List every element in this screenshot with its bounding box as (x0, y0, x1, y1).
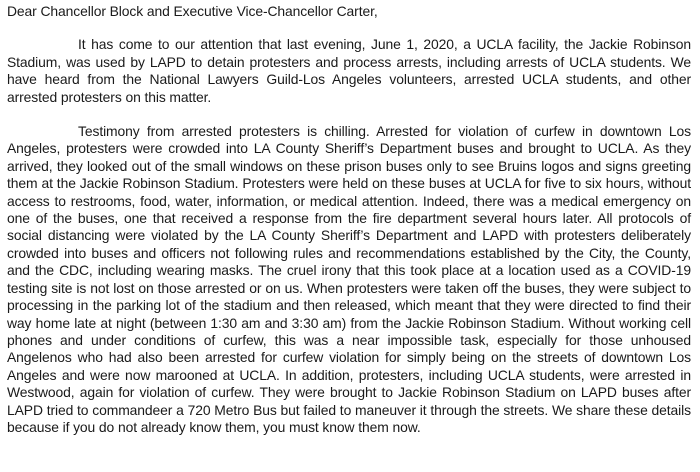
letter-salutation: Dear Chancellor Block and Executive Vice-Chancellor Carter, (7, 3, 378, 19)
letter-paragraph-arrests: It has come to our attention that last evening, June 1, 2020, a UCLA facility, the Jackie Robinson Stadium, was used by LAPD to detain protesters and process arrests, including arrests of UCLA students. We have heard from the National Lawyers Guild-Los Angeles volunteers, arrested UCLA students, and other arrested protesters on this matter. (7, 36, 691, 105)
letter-body (7, 3, 691, 436)
letter-paragraph-testimony: Testimony from arrested protesters is chilling. Arrested for violation of curfew in downtown Los Angeles, protesters were crowded into LA County Sheriff’s Department buses and brought to UCLA. As they arrived, they looked out of the small windows on these prison buses only to see Bruins logos and signs greeting them at the Jackie Robinson Stadium. Protesters were held on these buses at UCLA for five to six hours, without access to restrooms, food, water, information, or medical attention. Indeed, there was a medical emergency on one of the buses, one that received a response from the fire department several hours later. All protocols of social distancing were violated by the LA County Sheriff’s Department and LAPD with protesters deliberately crowded into buses and officers not following rules and recommendations established by the City, the County, and the CDC, including wearing masks. The cruel irony that this took place at a location used as a COVID-19 testing site is not lost on those arrested or on us. When protesters were taken off the buses, they were subject to processing in the parking lot of the stadium and then released, which meant that they were directed to find their way home late at night (between 1:30 am and 3:30 am) from the Jackie Robinson Stadium. Without working cell phones and under conditions of curfew, this was a near impossible task, especially for those unhoused Angelenos who had also been arrested for curfew violation for simply being on the streets of downtown Los Angeles and were now marooned at UCLA. In addition, protesters, including UCLA students, were arrested in Westwood, again for violation of curfew. They were brought to Jackie Robinson Stadium on LAPD buses after LAPD tried to commandeer a 720 Metro Bus but failed to maneuver it through the streets. We share these details because if you do not already know them, you must know them now. (7, 123, 691, 435)
